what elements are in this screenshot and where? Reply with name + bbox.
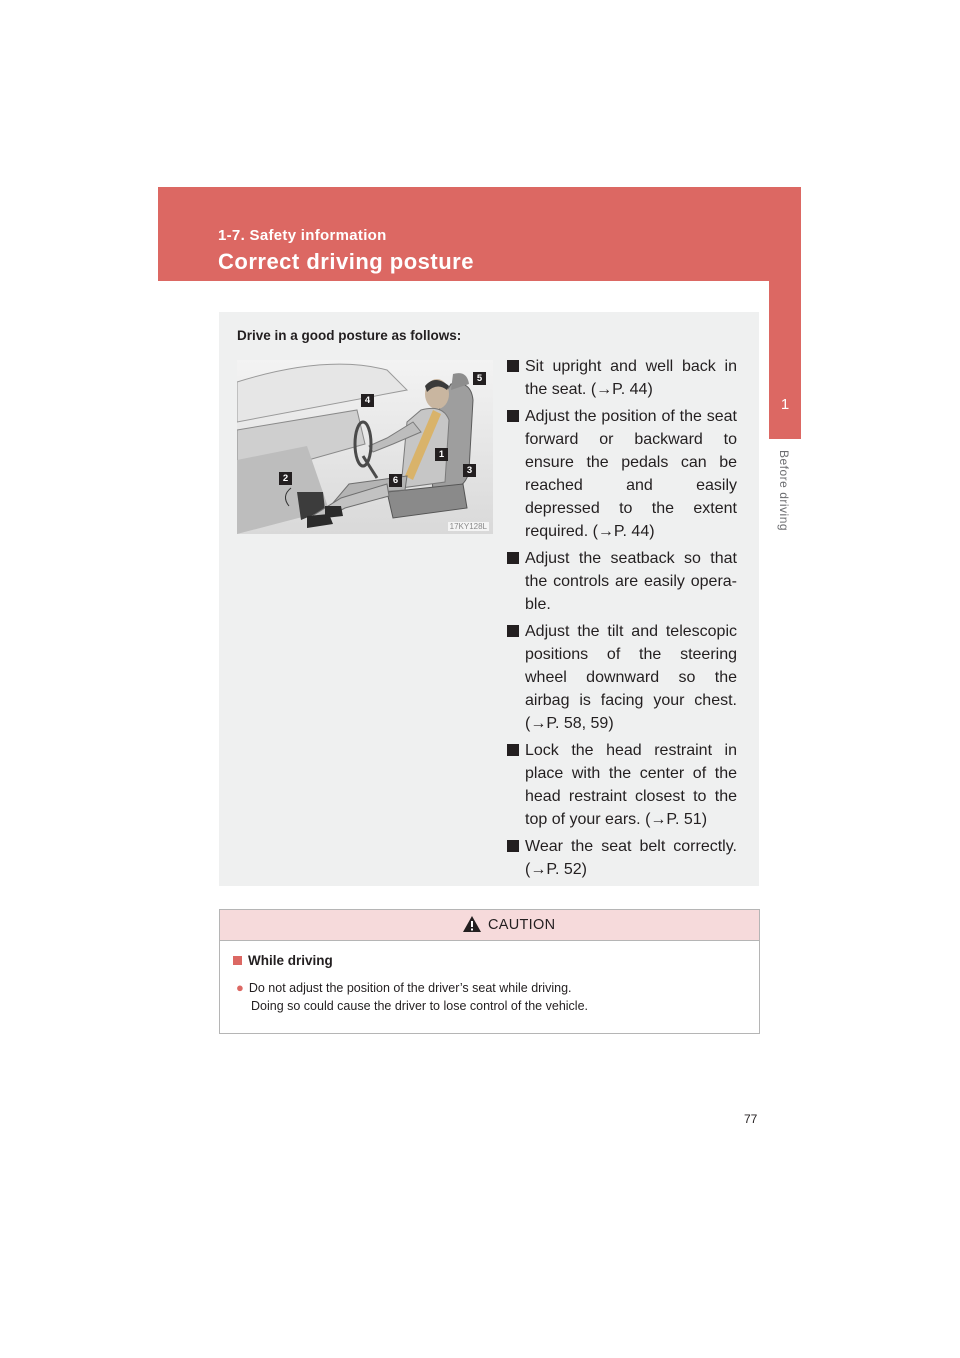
list-item bbox=[507, 835, 737, 881]
intro-text: Drive in a good posture as follows: bbox=[237, 328, 462, 343]
step-2-marker-icon bbox=[507, 410, 519, 422]
driver-seat-drawing bbox=[237, 360, 493, 534]
callout-1-icon: 1 bbox=[435, 448, 448, 461]
chapter-label: Before driving bbox=[777, 450, 791, 532]
list-item bbox=[507, 405, 737, 543]
page-title: Correct driving posture bbox=[218, 249, 474, 274]
page-number: 77 bbox=[744, 1112, 758, 1126]
step-text: Wear the seat belt correctly. (→P. 52) bbox=[525, 838, 737, 878]
section-label: 1-7. Safety information bbox=[218, 227, 387, 244]
step-1-marker-icon bbox=[507, 360, 519, 372]
list-item bbox=[507, 355, 737, 401]
step-text: Adjust the tilt and telescopic positions of the steering wheel downward so the airbag is facing your chest. (→P. 58, 59) bbox=[525, 623, 737, 732]
callout-4-icon: 4 bbox=[361, 394, 374, 407]
step-3-marker-icon bbox=[507, 552, 519, 564]
caution-item bbox=[236, 979, 736, 1015]
step-4-marker-icon bbox=[507, 625, 519, 637]
list-item bbox=[507, 739, 737, 831]
caution-box bbox=[219, 909, 760, 1034]
callout-6-icon: 6 bbox=[389, 474, 402, 487]
circle-bullet-icon: ● bbox=[236, 980, 244, 995]
callout-2-icon: 2 bbox=[279, 472, 292, 485]
step-text: Adjust the seatback so that the controls are easily opera-ble. bbox=[525, 550, 737, 613]
caution-header bbox=[220, 910, 759, 941]
caution-line-1: Do not adjust the position of the driver’s seat while driving. bbox=[248, 981, 572, 995]
posture-panel bbox=[219, 312, 759, 886]
list-item bbox=[507, 620, 737, 735]
chapter-number: 1 bbox=[780, 396, 790, 413]
illustration-code: 17KY128L bbox=[449, 522, 487, 531]
posture-steps bbox=[507, 355, 737, 885]
caution-title: CAUTION bbox=[488, 917, 556, 933]
warning-triangle-icon bbox=[462, 915, 482, 933]
list-item bbox=[507, 547, 737, 616]
caution-subheading bbox=[233, 953, 333, 968]
step-text: Adjust the position of the seat forward or backward to ensure the pedals can be reached and easily depressed to the extent required. (→P. 44) bbox=[525, 408, 737, 540]
section-header bbox=[158, 187, 801, 281]
caution-line-2: Doing so could cause the driver to lose control of the vehicle. bbox=[251, 999, 588, 1013]
caution-subheading-text: While driving bbox=[248, 953, 333, 968]
callout-3-icon: 3 bbox=[463, 464, 476, 477]
step-text: Sit upright and well back in the seat. (→P. 44) bbox=[525, 358, 737, 398]
driving-posture-illustration bbox=[237, 360, 493, 534]
step-text: Lock the head restraint in place with the center of the head restraint closest to the top of your ears. (→P. 51) bbox=[525, 742, 737, 828]
square-bullet-icon bbox=[233, 956, 242, 965]
chapter-tab bbox=[769, 281, 801, 439]
step-5-marker-icon bbox=[507, 744, 519, 756]
callout-5-icon: 5 bbox=[473, 372, 486, 385]
step-6-marker-icon bbox=[507, 840, 519, 852]
